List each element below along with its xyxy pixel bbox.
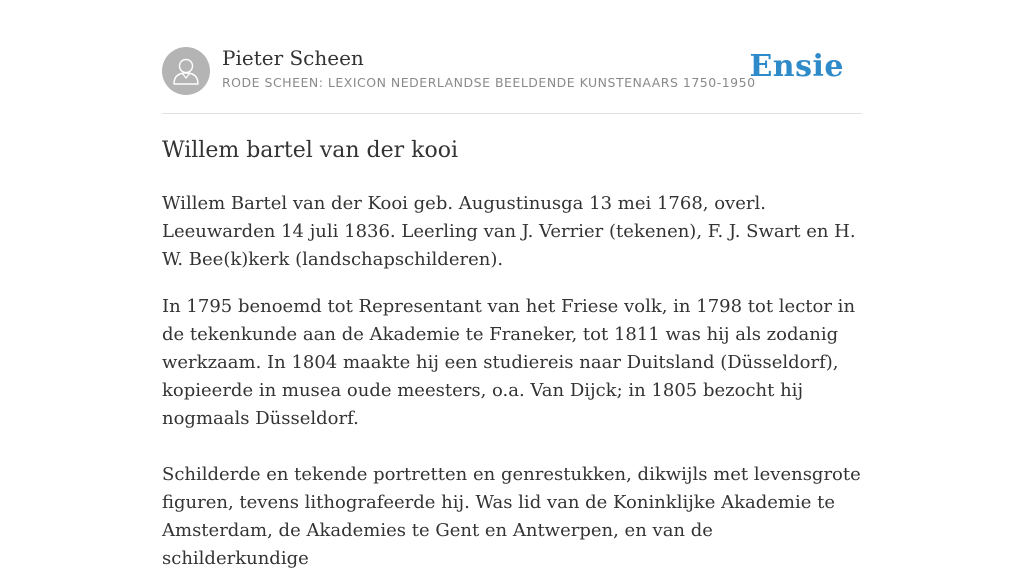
author-name-link[interactable]: Pieter Scheen xyxy=(222,46,364,70)
article-paragraph: In 1795 benoemd tot Representant van het Friese volk, in 1798 tot lector in de tekenkunde aan de Akademie te Franeker, tot 1811 was hij als zodanig werkzaam. In 1804 maakte hij een studiereis naar Duitsland (Düsseldorf), kopieerde in musea oude meesters, o.a. Van Dijck; in 1805 bezocht hij nogmaals Düsseldorf. xyxy=(162,296,856,429)
source-link[interactable]: RODE SCHEEN: LEXICON NEDERLANDSE BEELDENDE KUNSTENAARS 1750-1950 xyxy=(222,75,756,90)
author-avatar[interactable] xyxy=(162,47,210,95)
author-header xyxy=(162,46,862,96)
article-paragraph: Schilderde en tekende portretten en genrestukken, dikwijls met levensgrote figuren, tevens lithografeerde hij. Was lid van de Koninklijke Akademie te Amsterdam, de Akademies te Gent en Antwerpen, en van de schilderkundige xyxy=(162,464,861,569)
article-body xyxy=(162,190,862,573)
article-paragraph: Willem Bartel van der Kooi geb. Augustinusga 13 mei 1768, overl. Leeuwarden 14 juli 1836. Leerling van J. Verrier (tekenen), F. J. Swart en H. W. Bee(k)kerk (landschapschilderen). xyxy=(162,193,856,270)
ensie-logo[interactable]: Ensie xyxy=(749,49,844,84)
article-title: Willem bartel van der kooi xyxy=(162,138,458,163)
user-icon xyxy=(162,47,210,95)
header-divider xyxy=(162,113,862,114)
